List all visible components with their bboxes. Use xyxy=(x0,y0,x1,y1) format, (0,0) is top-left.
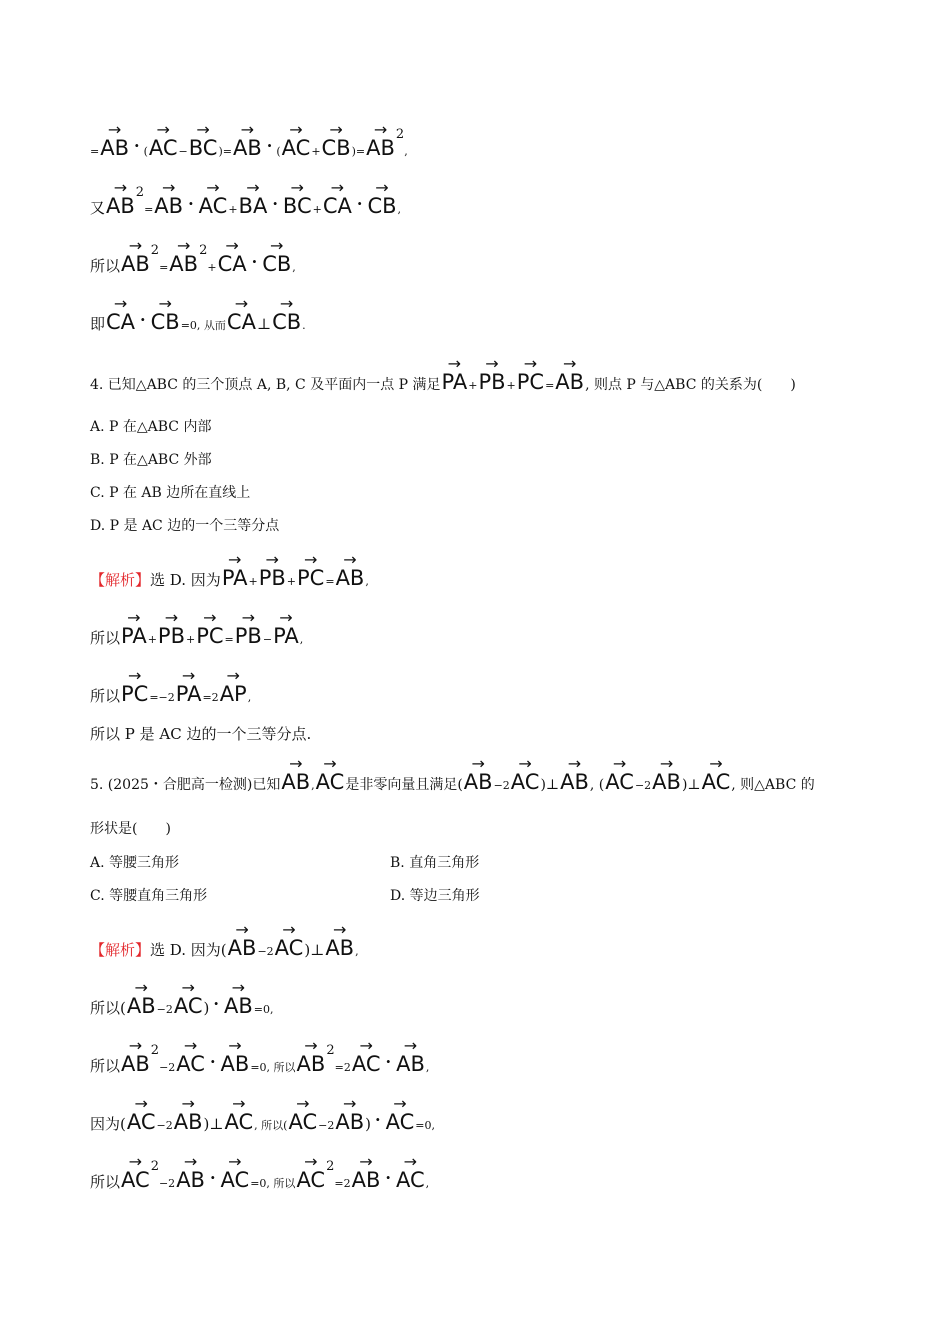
vector: → AB xyxy=(352,1160,381,1191)
vector: → AB xyxy=(228,928,257,959)
vector: → BC xyxy=(189,128,218,159)
dot-operator: · xyxy=(272,194,278,213)
derivation-line-4 xyxy=(90,302,306,333)
text: , xyxy=(425,1061,430,1074)
solution-5-line-5 xyxy=(90,1160,429,1191)
dot-operator: · xyxy=(251,252,258,271)
vector: → AB xyxy=(560,762,589,793)
text: =2 xyxy=(334,1177,351,1190)
vector: → PB xyxy=(158,616,185,647)
text: =0, 所以 xyxy=(250,1061,296,1074)
vector: → AB xyxy=(169,244,198,275)
vector: → AC xyxy=(282,128,311,159)
text: 是非零向量且满足( xyxy=(345,777,463,793)
vector: → AB xyxy=(464,762,493,793)
text: 选 D. 因为 xyxy=(150,571,221,589)
plus: + xyxy=(468,379,478,392)
option-b: B. 直角三角形 xyxy=(390,855,480,871)
text: ( xyxy=(143,145,148,158)
plus: + xyxy=(207,261,217,274)
text: 所以 P 是 AC 边的一个三等分点. xyxy=(90,725,312,743)
question-5-cont xyxy=(90,822,171,836)
solution-4-conclusion xyxy=(90,727,311,742)
equals: = xyxy=(90,145,100,158)
text: 5. (2025・合肥高一检测)已知 xyxy=(90,777,281,793)
text: 所以 xyxy=(90,1173,121,1191)
text: )⊥ xyxy=(540,777,560,793)
text: , 所以( xyxy=(254,1119,288,1132)
text: , xyxy=(311,779,315,792)
option-a: A. 等腰三角形 xyxy=(90,855,180,871)
vector: → AB xyxy=(121,244,150,275)
vector: → CA xyxy=(227,302,256,333)
vector: → AB xyxy=(176,1160,205,1191)
vector: → PA xyxy=(222,558,248,589)
plus: + xyxy=(506,379,516,392)
text: 所以 xyxy=(90,687,121,705)
dot-operator: · xyxy=(134,136,140,155)
text: −2 xyxy=(156,1003,173,1016)
dot-operator: · xyxy=(385,1052,392,1071)
option-row-2 xyxy=(90,888,480,904)
text: , xyxy=(425,1177,430,1190)
text: −2 xyxy=(318,1119,335,1132)
text: , xyxy=(292,261,296,274)
text: , xyxy=(355,945,359,958)
vector: → AC xyxy=(352,1044,381,1075)
option-d xyxy=(90,519,279,533)
text: =2 xyxy=(334,1061,351,1074)
vector: → CB xyxy=(272,302,301,333)
text: ) xyxy=(203,999,210,1017)
derivation-line-2 xyxy=(90,186,401,217)
vector: → AC xyxy=(288,1102,317,1133)
dot-operator: · xyxy=(385,1168,391,1187)
text: )= xyxy=(218,145,232,158)
text: , xyxy=(247,691,252,704)
vector: → AC xyxy=(121,1160,150,1191)
solution-5-line-1 xyxy=(90,928,359,959)
text: , xyxy=(404,145,408,158)
text: 因为( xyxy=(90,1115,126,1133)
vector: → AB xyxy=(336,558,365,589)
superscript: 2 xyxy=(199,243,208,258)
vector: → AP xyxy=(220,674,247,705)
text: , xyxy=(397,203,402,216)
vector: → CB xyxy=(262,244,291,275)
vector: → AB xyxy=(127,986,156,1017)
vector: → AB xyxy=(335,1102,364,1133)
vector: → AB xyxy=(325,928,354,959)
equals: = xyxy=(545,379,555,392)
text: , ( xyxy=(589,777,605,793)
vector: → CA xyxy=(323,186,352,217)
plus: + xyxy=(248,575,258,588)
plus: + xyxy=(286,575,297,588)
analysis-tag: 【解析】 xyxy=(90,941,151,959)
text: −2 xyxy=(158,1177,176,1190)
text: , xyxy=(299,633,304,646)
vector: → AC xyxy=(221,1160,250,1191)
vector: → AB xyxy=(154,186,183,217)
vector: → PC xyxy=(196,616,223,647)
equals: = xyxy=(144,203,154,216)
text: =0, xyxy=(415,1119,435,1132)
plus: + xyxy=(311,145,321,158)
vector: → BC xyxy=(283,186,312,217)
option-row-1 xyxy=(90,855,480,871)
dot-operator: · xyxy=(209,1168,216,1187)
text: 形状是( ) xyxy=(90,821,171,837)
vector: → AC xyxy=(316,762,345,793)
text: 选 D. 因为( xyxy=(150,941,227,959)
dot-operator: · xyxy=(209,1052,216,1071)
text: ( xyxy=(276,145,281,158)
text: )= xyxy=(351,145,366,158)
solution-4-line-2 xyxy=(90,616,303,647)
vector: → AC xyxy=(605,762,634,793)
text: −2 xyxy=(156,1119,173,1132)
text: −2 xyxy=(493,779,510,792)
vector: → PA xyxy=(273,616,299,647)
vector: → AB xyxy=(281,762,310,793)
vector: → PC xyxy=(297,558,324,589)
solution-4-line-1 xyxy=(90,558,369,589)
text: −2 xyxy=(257,945,274,958)
option-text: D. P 是 AC 边的一个三等分点 xyxy=(90,518,280,534)
option-text: B. P 在△ABC 外部 xyxy=(90,452,212,468)
dot-operator: · xyxy=(140,310,146,329)
text: 所以 xyxy=(90,1057,121,1075)
dot-operator: · xyxy=(375,1110,381,1129)
vector: → PA xyxy=(442,362,468,393)
vector: → PA xyxy=(121,616,147,647)
vector: → AB xyxy=(233,128,262,159)
vector: → PA xyxy=(176,674,202,705)
vector: → AC xyxy=(174,986,203,1017)
vector: → CB xyxy=(151,302,180,333)
text: )⊥ xyxy=(304,941,325,959)
solution-5-line-2 xyxy=(90,986,273,1017)
vector: → AB xyxy=(221,1044,250,1075)
superscript: 2 xyxy=(395,127,405,142)
text: 所以 xyxy=(90,257,121,275)
vector: → AB xyxy=(224,986,253,1017)
plus: + xyxy=(228,203,238,216)
text: 所以 xyxy=(90,629,121,647)
equals: = xyxy=(159,261,169,274)
vector: → AC xyxy=(225,1102,254,1133)
text: , 则点 P 与△ABC 的关系为( ) xyxy=(585,377,796,393)
option-c: C. 等腰直角三角形 xyxy=(90,888,208,904)
vector: → AC xyxy=(199,186,228,217)
vector: → AC xyxy=(275,928,304,959)
text: 又 xyxy=(90,199,106,217)
text: )⊥ xyxy=(203,1115,224,1133)
text: =2 xyxy=(202,691,219,704)
text: . xyxy=(302,319,306,332)
equals: = xyxy=(224,633,234,646)
superscript: 2 xyxy=(326,1043,335,1058)
minus: − xyxy=(262,633,273,646)
plus: + xyxy=(147,633,157,646)
superscript: 2 xyxy=(326,1159,335,1174)
text: )⊥ xyxy=(681,777,701,793)
vector: → AB xyxy=(106,186,135,217)
vector: → AC xyxy=(296,1160,325,1191)
analysis-tag: 【解析】 xyxy=(90,571,151,589)
text: 即 xyxy=(90,315,106,333)
vector: → AB xyxy=(174,1102,203,1133)
dot-operator: · xyxy=(213,994,219,1013)
text: 4. 已知△ABC 的三个顶点 A, B, C 及平面内一点 P 满足 xyxy=(90,377,441,393)
text: =0, 从而 xyxy=(180,319,226,332)
text: ) xyxy=(365,1115,371,1133)
vector: → AB xyxy=(366,128,395,159)
option-d: D. 等边三角形 xyxy=(390,888,480,904)
vector: → CA xyxy=(218,244,247,275)
vector: → CA xyxy=(106,302,135,333)
question-5 xyxy=(90,762,815,793)
text: −2 xyxy=(159,1061,176,1074)
plus: + xyxy=(312,203,322,216)
text: =0, xyxy=(253,1003,274,1016)
derivation-line-3 xyxy=(90,244,296,275)
derivation-line-1 xyxy=(90,128,408,159)
vector: → AC xyxy=(386,1102,415,1133)
vector: → AC xyxy=(511,762,540,793)
vector: → CB xyxy=(322,128,351,159)
vector: → AC xyxy=(176,1044,205,1075)
plus: + xyxy=(186,633,196,646)
superscript: 2 xyxy=(150,1043,160,1058)
vector: → PB xyxy=(235,616,262,647)
option-c xyxy=(90,486,250,500)
vector: → PC xyxy=(517,362,544,393)
vector: → AC xyxy=(127,1102,156,1133)
vector: → PB xyxy=(478,362,505,393)
option-text: C. P 在 AB 边所在直线上 xyxy=(90,485,251,501)
text: 所以( xyxy=(90,999,126,1017)
vector: → AB xyxy=(121,1044,150,1075)
equals: = xyxy=(325,575,335,588)
vector: → AB xyxy=(396,1044,425,1075)
option-b xyxy=(90,453,212,467)
superscript: 2 xyxy=(150,243,160,258)
text: , xyxy=(365,575,369,588)
superscript: 2 xyxy=(150,1159,159,1174)
vector: → CB xyxy=(367,186,396,217)
vector: → AB xyxy=(555,362,584,393)
vector: → BA xyxy=(239,186,268,217)
text: −2 xyxy=(634,779,652,792)
dot-operator: · xyxy=(266,136,273,155)
solution-4-line-3 xyxy=(90,674,251,705)
vector: → PB xyxy=(259,558,286,589)
text: =0, 所以 xyxy=(250,1177,296,1190)
vector: → AB xyxy=(100,128,129,159)
perp-symbol: ⊥ xyxy=(256,315,272,333)
text: , 则△ABC 的 xyxy=(731,777,815,793)
superscript: 2 xyxy=(135,185,145,200)
vector: → AB xyxy=(297,1044,326,1075)
text: =−2 xyxy=(149,691,175,704)
dot-operator: · xyxy=(356,194,363,213)
dot-operator: · xyxy=(188,194,194,213)
vector: → PC xyxy=(121,674,148,705)
question-4 xyxy=(90,362,796,393)
option-text: A. P 在△ABC 内部 xyxy=(90,419,212,435)
minus: − xyxy=(178,145,188,158)
vector: → AB xyxy=(652,762,681,793)
vector: → AC xyxy=(702,762,731,793)
vector: → AC xyxy=(149,128,178,159)
solution-5-line-4 xyxy=(90,1102,435,1133)
vector: → AC xyxy=(396,1160,425,1191)
option-a xyxy=(90,420,211,434)
solution-5-line-3 xyxy=(90,1044,429,1075)
